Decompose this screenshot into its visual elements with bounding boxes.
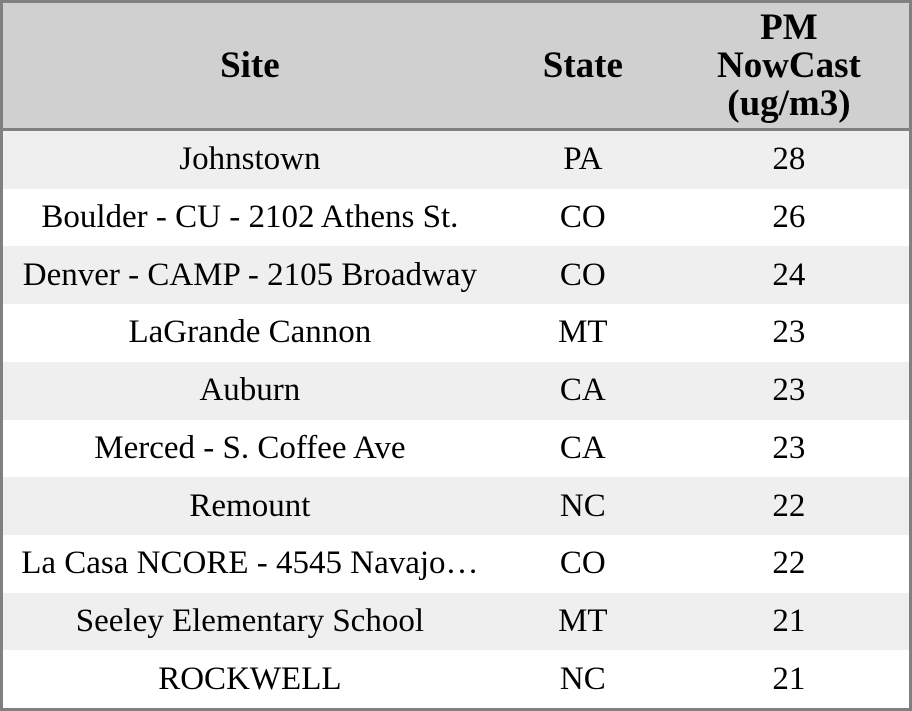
site-cell: Denver - CAMP - 2105 Broadway (22, 258, 478, 292)
pm-nowcast-cell: 22 (772, 547, 806, 581)
table-row (3, 304, 909, 362)
state-cell: NC (559, 489, 606, 523)
site-cell: La Casa NCORE - 4545 Navajo… (21, 547, 479, 581)
header-cell-site (3, 3, 497, 128)
pm-nowcast-cell: 21 (772, 662, 806, 696)
table-row (3, 477, 909, 535)
pm-nowcast-cell: 24 (772, 258, 806, 292)
header-label-site: Site (220, 44, 280, 86)
header-cell-state (497, 3, 669, 128)
pm-nowcast-cell: 21 (772, 604, 806, 638)
table-row (3, 593, 909, 651)
state-cell: CA (559, 431, 606, 465)
site-cell: Seeley Elementary School (75, 604, 424, 638)
state-cell: MT (558, 316, 608, 350)
pm-nowcast-cell: 22 (772, 489, 806, 523)
pm-nowcast-cell: 23 (772, 316, 806, 350)
table-row (3, 131, 909, 189)
pm-nowcast-cell: 26 (772, 201, 806, 235)
table-body (3, 131, 909, 708)
table-row (3, 189, 909, 247)
site-cell: Remount (189, 489, 311, 523)
table-row (3, 246, 909, 304)
site-cell: LaGrande Cannon (128, 316, 372, 350)
state-cell: NC (559, 662, 606, 696)
site-cell: Boulder - CU - 2102 Athens St. (41, 201, 459, 235)
table-row (3, 650, 909, 708)
table-row (3, 362, 909, 420)
site-cell: Johnstown (179, 143, 321, 177)
state-cell: PA (563, 143, 603, 177)
site-cell: Merced - S. Coffee Ave (94, 431, 406, 465)
header-label-pm-nowcast: PM NowCast (ug/m3) (716, 6, 861, 124)
state-cell: MT (558, 604, 608, 638)
pm-nowcast-cell: 28 (772, 143, 806, 177)
site-cell: ROCKWELL (158, 662, 342, 696)
pm-nowcast-cell: 23 (772, 374, 806, 408)
table-row (3, 420, 909, 478)
header-label-state: State (542, 44, 623, 86)
state-cell: CO (559, 547, 606, 581)
header-cell-pm-nowcast (669, 3, 909, 128)
state-cell: CO (559, 201, 606, 235)
table-row (3, 535, 909, 593)
state-cell: CO (559, 258, 606, 292)
site-cell: Auburn (199, 374, 301, 408)
state-cell: CA (559, 374, 606, 408)
table-header-row (3, 3, 909, 131)
pm-nowcast-cell: 23 (772, 431, 806, 465)
